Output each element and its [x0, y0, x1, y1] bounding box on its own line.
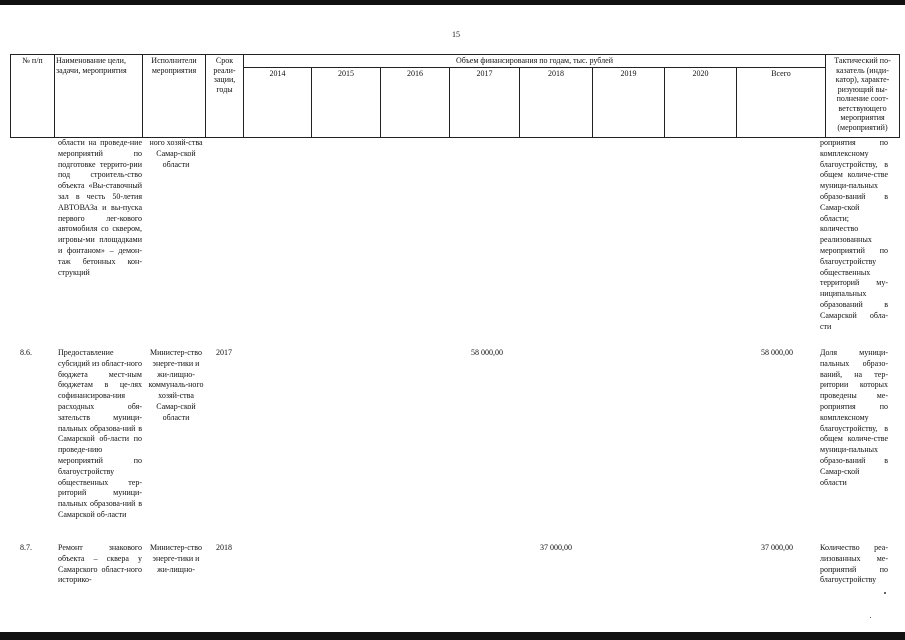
row-2-value-2018: 37 000,00 — [540, 543, 572, 552]
scan-speck — [884, 592, 886, 594]
row-2-num: 8.7. — [20, 543, 32, 552]
row-2-name: Ремонт знакового объекта – сквера у Самарского област-ного историко- — [58, 543, 142, 585]
header-term: Срок реали-зации, годы — [206, 55, 244, 138]
header-year-2018: 2018 — [520, 68, 593, 138]
row-0-name: области на проведе-ние мероприятий по подготовке террито-рии под строитель-ство объекта «Вы-ставочный зал в честь 50-летия АВТОВАЗа и вы-пуска первого лег-кового автомобиля со сквером, игровы-ми площадками и фонтаном» – демон-таж бетонных кон-струкций — [58, 138, 142, 277]
scan-speck — [870, 617, 871, 618]
row-1-term: 2017 — [216, 348, 232, 357]
row-1-total: 58 000,00 — [761, 348, 793, 357]
row-2-indicator: Количество реа-лизованных ме-роприятий по благоустройству — [820, 543, 888, 585]
header-indicator: Тактический по-казатель (инди-катор), характе-ризующий вы-полнение соот-ветствующего мероприятия (мероприятий) — [826, 55, 900, 138]
row-1-executor: Министер-ство энерге-тики и жи-лищно-коммуналь-ного хозяй-ства Самар-ской области — [148, 348, 204, 422]
table-header — [10, 54, 900, 138]
row-2-executor: Министер-ство энерге-тики и жи-лищно- — [150, 543, 202, 574]
row-1-value-2017: 58 000,00 — [471, 348, 503, 357]
page-number: 15 — [452, 30, 460, 39]
header-year-2020: 2020 — [665, 68, 737, 138]
header-num: № п/п — [11, 55, 55, 138]
header-year-2015: 2015 — [312, 68, 381, 138]
header-total: Всего — [737, 68, 826, 138]
row-1-num: 8.6. — [20, 348, 32, 357]
header-executor: Исполнители мероприятия — [143, 55, 206, 138]
header-year-2017: 2017 — [450, 68, 520, 138]
bottom-scan-border — [0, 632, 905, 640]
header-year-2014: 2014 — [244, 68, 312, 138]
header-year-2016: 2016 — [381, 68, 450, 138]
header-year-2019: 2019 — [593, 68, 665, 138]
top-scan-border — [0, 0, 905, 5]
row-2-total: 37 000,00 — [761, 543, 793, 552]
row-1-indicator: Доля муници-пальных образо-ваний, на тер-ритории которых проведены ме-роприятия по комплексному благоустройству, в общем количе-стве муници-пальных образо-ваний в Самар-ской области — [820, 348, 888, 487]
row-2-term: 2018 — [216, 543, 232, 552]
header-name: Наименование цели, задачи, мероприятия — [55, 55, 143, 138]
row-0-executor: ного хозяй-ства Самар-ской области — [149, 138, 203, 169]
header-finance: Объем финансирования по годам, тыс. рублей — [244, 55, 826, 68]
row-0-indicator: роприятия по комплексному благоустройству, в общем количе-стве муници-пальных образо-ваний в Самар-ской области; количество реализованных мероприятий по благоустройству общественных территорий му-ниципальных образований в Самарской обла-сти — [820, 138, 888, 331]
row-1-name: Предоставление субсидий из област-ного бюджета мест-ным бюджетам в це-лях софинансирова-ния расходных обя-зательств муници-пальных образова-ний в Самарской об-ласти по проведе-нию мероприятий по благоустройству общественных тер-риторий муници-пальных образова-ний в Самарской об-ласти — [58, 348, 142, 519]
